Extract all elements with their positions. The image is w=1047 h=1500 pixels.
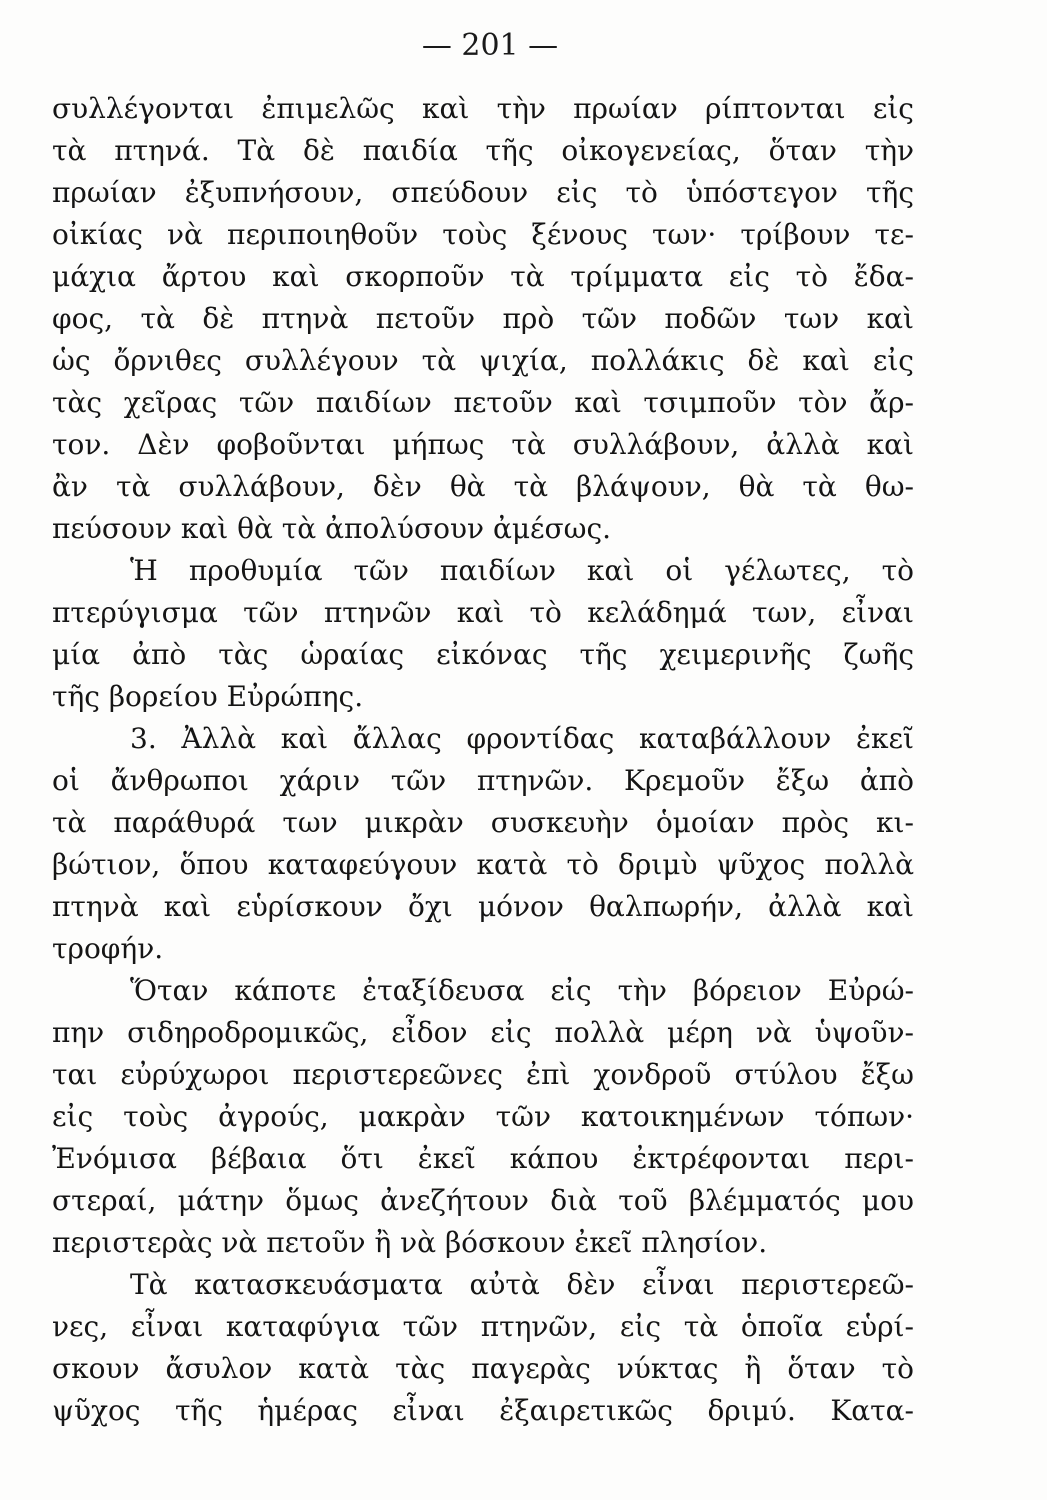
text-line: πρωίαν ἐξυπνήσουν, σπεύδουν εἰς τὸ ὑπόστεγον τῆς <box>52 176 914 209</box>
text-line: πτερύγισμα τῶν πτηνῶν καὶ τὸ κελάδημά των, εἶναι <box>52 596 914 629</box>
text-line: τὰ πτηνά. Τὰ δὲ παιδία τῆς οἰκογενείας, ὅταν τὴν <box>52 134 914 167</box>
text-line: μία ἀπὸ τὰς ὡραίας εἰκόνας τῆς χειμερινῆς ζωῆς <box>52 638 914 671</box>
text-line: Ἡ προθυμία τῶν παιδίων καὶ οἱ γέλωτες, τὸ <box>130 554 914 587</box>
text-line: οἰκίας νὰ περιποιηθοῦν τοὺς ξένους των· τρίβουν τε- <box>52 218 914 251</box>
text-line: Τὰ κατασκευάσματα αὐτὰ δὲν εἶναι περιστερεῶ- <box>130 1268 914 1301</box>
text-line: τὰ παράθυρά των μικρὰν συσκευὴν ὁμοίαν πρὸς κι- <box>52 806 914 839</box>
text-line: μάχια ἄρτου καὶ σκορποῦν τὰ τρίμματα εἰς τὸ ἔδα- <box>52 260 914 293</box>
body-text <box>52 88 914 1432</box>
text-line: Ἐνόμισα βέβαια ὅτι ἐκεῖ κάπου ἐκτρέφονται περι- <box>52 1142 914 1175</box>
text-line: σκουν ἄσυλον κατὰ τὰς παγερὰς νύκτας ἢ ὅταν τὸ <box>52 1352 914 1385</box>
text-line: νες, εἶναι καταφύγια τῶν πτηνῶν, εἰς τὰ ὁποῖα εὑρί- <box>52 1310 914 1343</box>
text-line: Ὅταν κάποτε ἐταξίδευσα εἰς τὴν βόρειον Εὐρώ- <box>130 974 914 1007</box>
text-line: οἱ ἄνθρωποι χάριν τῶν πτηνῶν. Κρεμοῦν ἔξω ἀπὸ <box>52 764 914 797</box>
text-line: πην σιδηροδρομικῶς, εἶδον εἰς πολλὰ μέρη νὰ ὑψοῦν- <box>52 1016 914 1049</box>
text-line: πτηνὰ καὶ εὑρίσκουν ὄχι μόνον θαλπωρήν, ἀλλὰ καὶ <box>52 890 914 923</box>
text-line: περιστερὰς νὰ πετοῦν ἢ νὰ βόσκουν ἐκεῖ πλησίον. <box>52 1226 768 1259</box>
text-line: ὡς ὄρνιθες συλλέγουν τὰ ψιχία, πολλάκις δὲ καὶ εἰς <box>52 344 914 377</box>
text-line: συλλέγονται ἐπιμελῶς καὶ τὴν πρωίαν ρίπτονται εἰς <box>52 92 914 125</box>
text-line: ψῦχος τῆς ἡμέρας εἶναι ἐξαιρετικῶς δριμύ. Κατα- <box>52 1394 914 1427</box>
text-line: τὰς χεῖρας τῶν παιδίων πετοῦν καὶ τσιμποῦν τὸν ἄρ- <box>52 386 914 419</box>
text-line: βώτιον, ὅπου καταφεύγουν κατὰ τὸ δριμὺ ψῦχος πολλὰ <box>52 848 914 881</box>
text-line: στεραί, μάτην ὅμως ἀνεζήτουν διὰ τοῦ βλέμματός μου <box>52 1184 914 1217</box>
text-line: ται εὐρύχωροι περιστερεῶνες ἐπὶ χονδροῦ στύλου ἔξω <box>52 1058 914 1091</box>
text-line: τον. Δὲν φοβοῦνται μήπως τὰ συλλάβουν, ἀλλὰ καὶ <box>52 428 914 461</box>
text-line: τῆς βορείου Εὐρώπης. <box>52 680 364 713</box>
text-line: 3. Ἀλλὰ καὶ ἄλλας φροντίδας καταβάλλουν ἐκεῖ <box>130 722 914 755</box>
text-line: ἂν τὰ συλλάβουν, δὲν θὰ τὰ βλάψουν, θὰ τὰ θω- <box>52 470 914 503</box>
text-line: φος, τὰ δὲ πτηνὰ πετοῦν πρὸ τῶν ποδῶν των καὶ <box>52 302 914 335</box>
text-line: τροφήν. <box>52 932 164 965</box>
text-line: εἰς τοὺς ἀγρούς, μακρὰν τῶν κατοικημένων τόπων· <box>52 1100 914 1133</box>
text-line: πεύσουν καὶ θὰ τὰ ἀπολύσουν ἀμέσως. <box>52 512 612 545</box>
page-number: — 201 — <box>421 28 559 63</box>
